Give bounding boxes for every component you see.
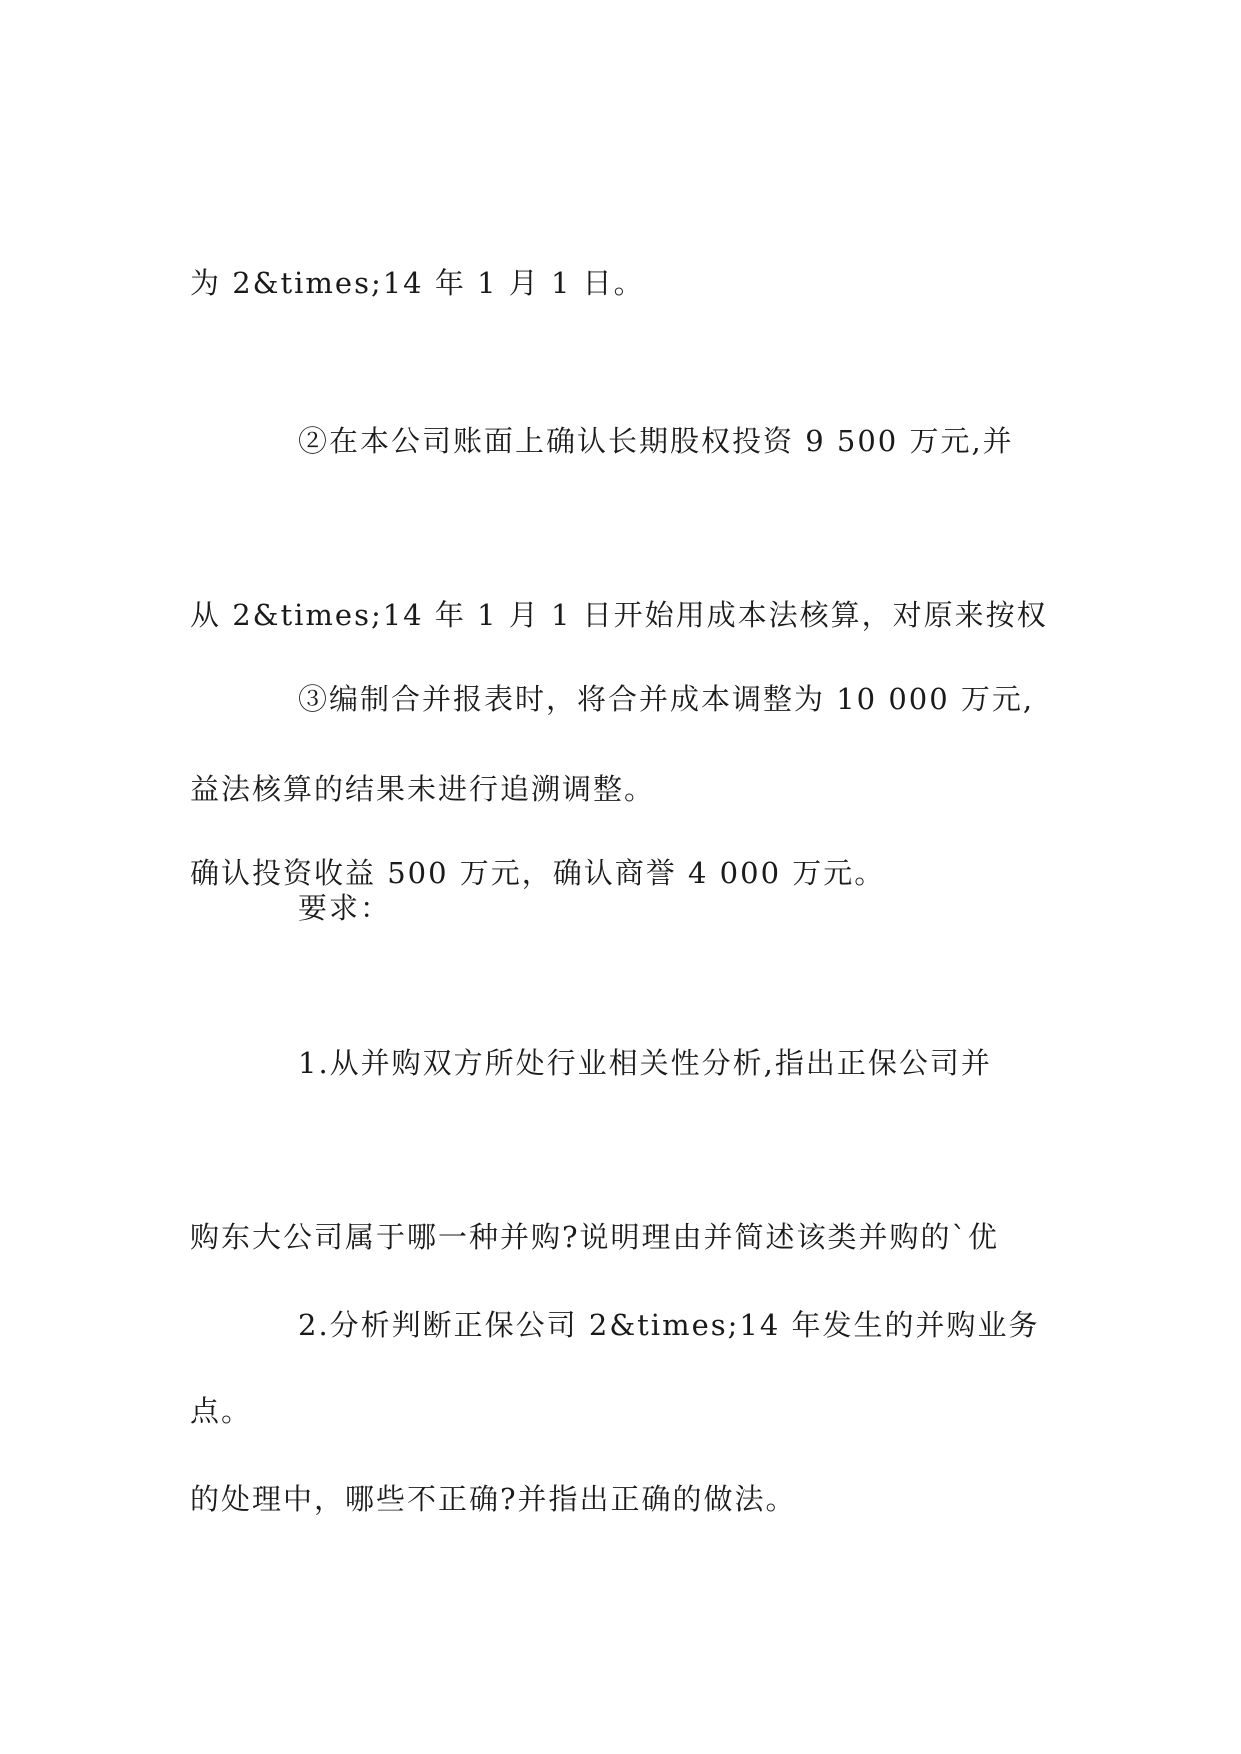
text-line: 的处理中，哪些不正确?并指出正确的做法。	[190, 1482, 797, 1516]
text-line: 点。	[190, 1394, 253, 1428]
text-line: 益法核算的结果未进行追溯调整。	[190, 772, 656, 806]
text-line: 确认投资收益 500 万元，确认商誉 4 000 万元。	[190, 856, 886, 890]
text-line: 购东大公司属于哪一种并购?说明理由并简述该类并购的`优	[190, 1220, 1000, 1254]
paragraph-question-2	[190, 1180, 1070, 1644]
text-line: 从 2&times;14 年 1 月 1 日开始用成本法核算，对原来按权	[190, 598, 1048, 632]
text-line: 为 2&times;14 年 1 月 1 日。	[190, 266, 645, 300]
text-line: 2.分析判断正保公司 2&times;14 年发生的并购业务	[298, 1308, 1040, 1342]
text-line: 1.从并购双方所处行业相关性分析,指出正保公司并	[298, 1046, 992, 1080]
text-line: 要求：	[298, 891, 392, 925]
text-line: ③编制合并报表时，将合并成本调整为 10 000 万元,	[298, 682, 1035, 716]
text-line: ②在本公司账面上确认长期股权投资 9 500 万元,并	[298, 424, 1014, 458]
